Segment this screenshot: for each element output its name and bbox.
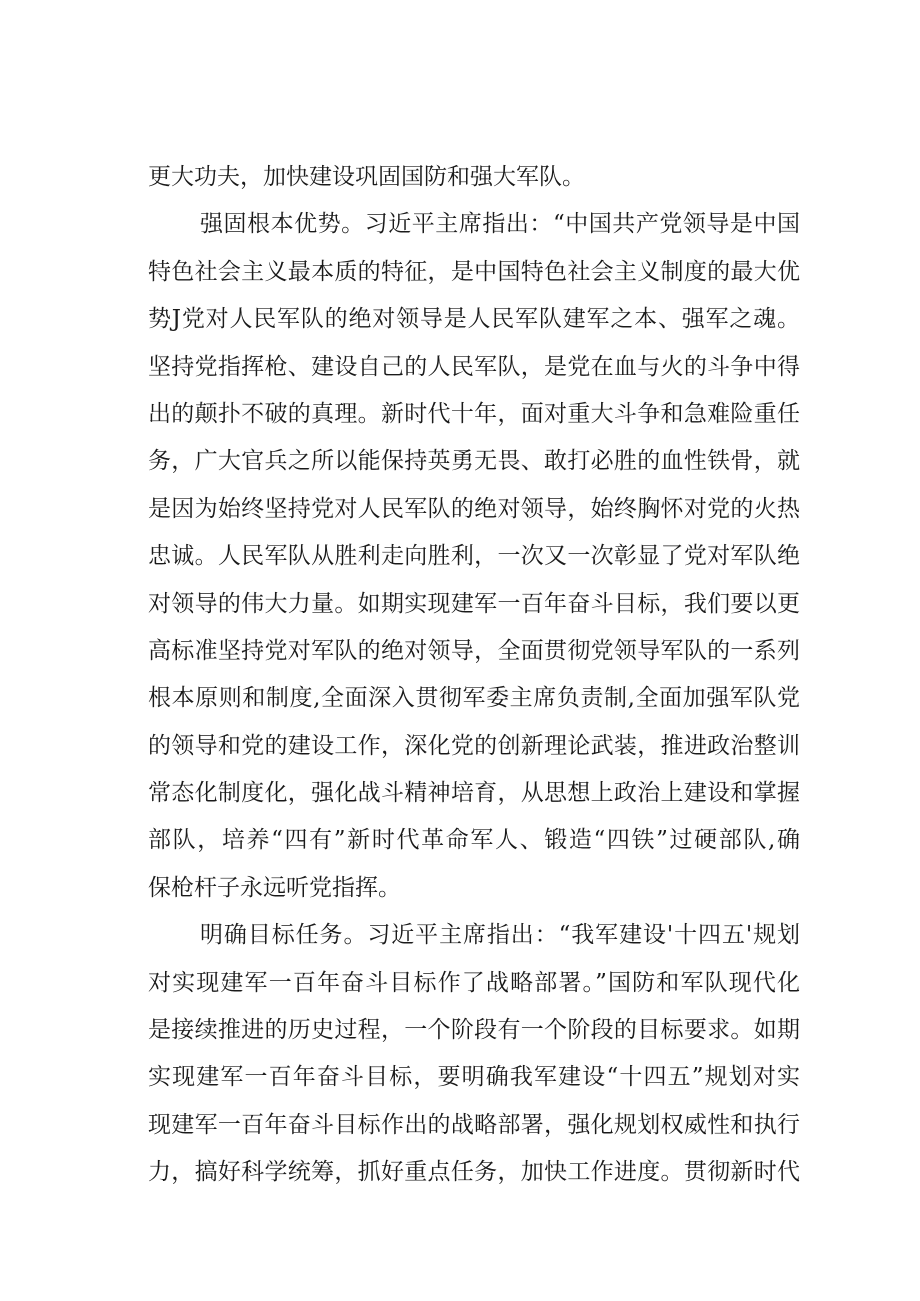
text-line: 特色社会主义最本质的特征，是中国特色社会主义制度的最大优 [148, 258, 800, 285]
text-line: 坚持党指挥枪、建设自己的人民军队，是党在血与火的斗争中得 [148, 353, 800, 380]
text-line: 的领导和党的建设工作，深化党的创新理论武装，推进政治整训 [148, 732, 800, 759]
text-line: 实现建军一百年奋斗目标，要明确我军建设“十四五”规划对实 [148, 1064, 800, 1091]
text-line: 出的颠扑不破的真理。新时代十年，面对重大斗争和急难险重任 [148, 400, 800, 427]
text-line: 务，广大官兵之所以能保持英勇无畏、敢打必胜的血性铁骨，就 [148, 448, 800, 475]
text-line: 强固根本优势。习近平主席指出：“中国共产党领导是中国 [200, 211, 800, 238]
text-line: 明确目标任务。习近平主席指出：“我军建设'十四五'规划 [200, 922, 800, 949]
text-line: 忠诚。人民军队从胜利走向胜利，一次又一次彰显了党对军队绝 [148, 543, 800, 570]
paragraph-1 [148, 154, 800, 201]
paragraph-2 [148, 201, 800, 912]
text-line: 是因为始终坚持党对人民军队的绝对领导，始终胸怀对党的火热 [148, 495, 800, 522]
text-line: 更大功夫，加快建设巩固国防和强大军队。 [148, 164, 585, 190]
text-line: 势J党对人民军队的绝对领导是人民军队建军之本、强军之魂。 [148, 306, 800, 333]
text-line: 部队，培养“四有”新时代革命军人、锻造“四铁”过硬部队,确 [148, 827, 800, 854]
text-line: 对实现建军一百年奋斗目标作了战略部署。”国防和军队现代化 [148, 969, 800, 996]
text-line: 力，搞好科学统筹，抓好重点任务，加快工作进度。贯彻新时代 [148, 1159, 800, 1186]
document-body [148, 154, 800, 1197]
text-line: 常态化制度化，强化战斗精神培育，从思想上政治上建设和掌握 [148, 780, 800, 807]
text-line: 保枪杆子永远听党指挥。 [148, 874, 401, 901]
text-line: 高标准坚持党对军队的绝对领导，全面贯彻党领导军队的一系列 [148, 637, 800, 664]
text-line: 根本原则和制度,全面深入贯彻军委主席负责制,全面加强军队党 [148, 685, 800, 712]
paragraph-3 [148, 912, 800, 1196]
text-line: 对领导的伟大力量。如期实现建军一百年奋斗目标，我们要以更 [148, 590, 800, 617]
text-line: 现建军一百年奋斗目标作出的战略部署，强化规划权威性和执行 [148, 1111, 800, 1138]
text-line: 是接续推进的历史过程，一个阶段有一个阶段的目标要求。如期 [148, 1017, 800, 1044]
